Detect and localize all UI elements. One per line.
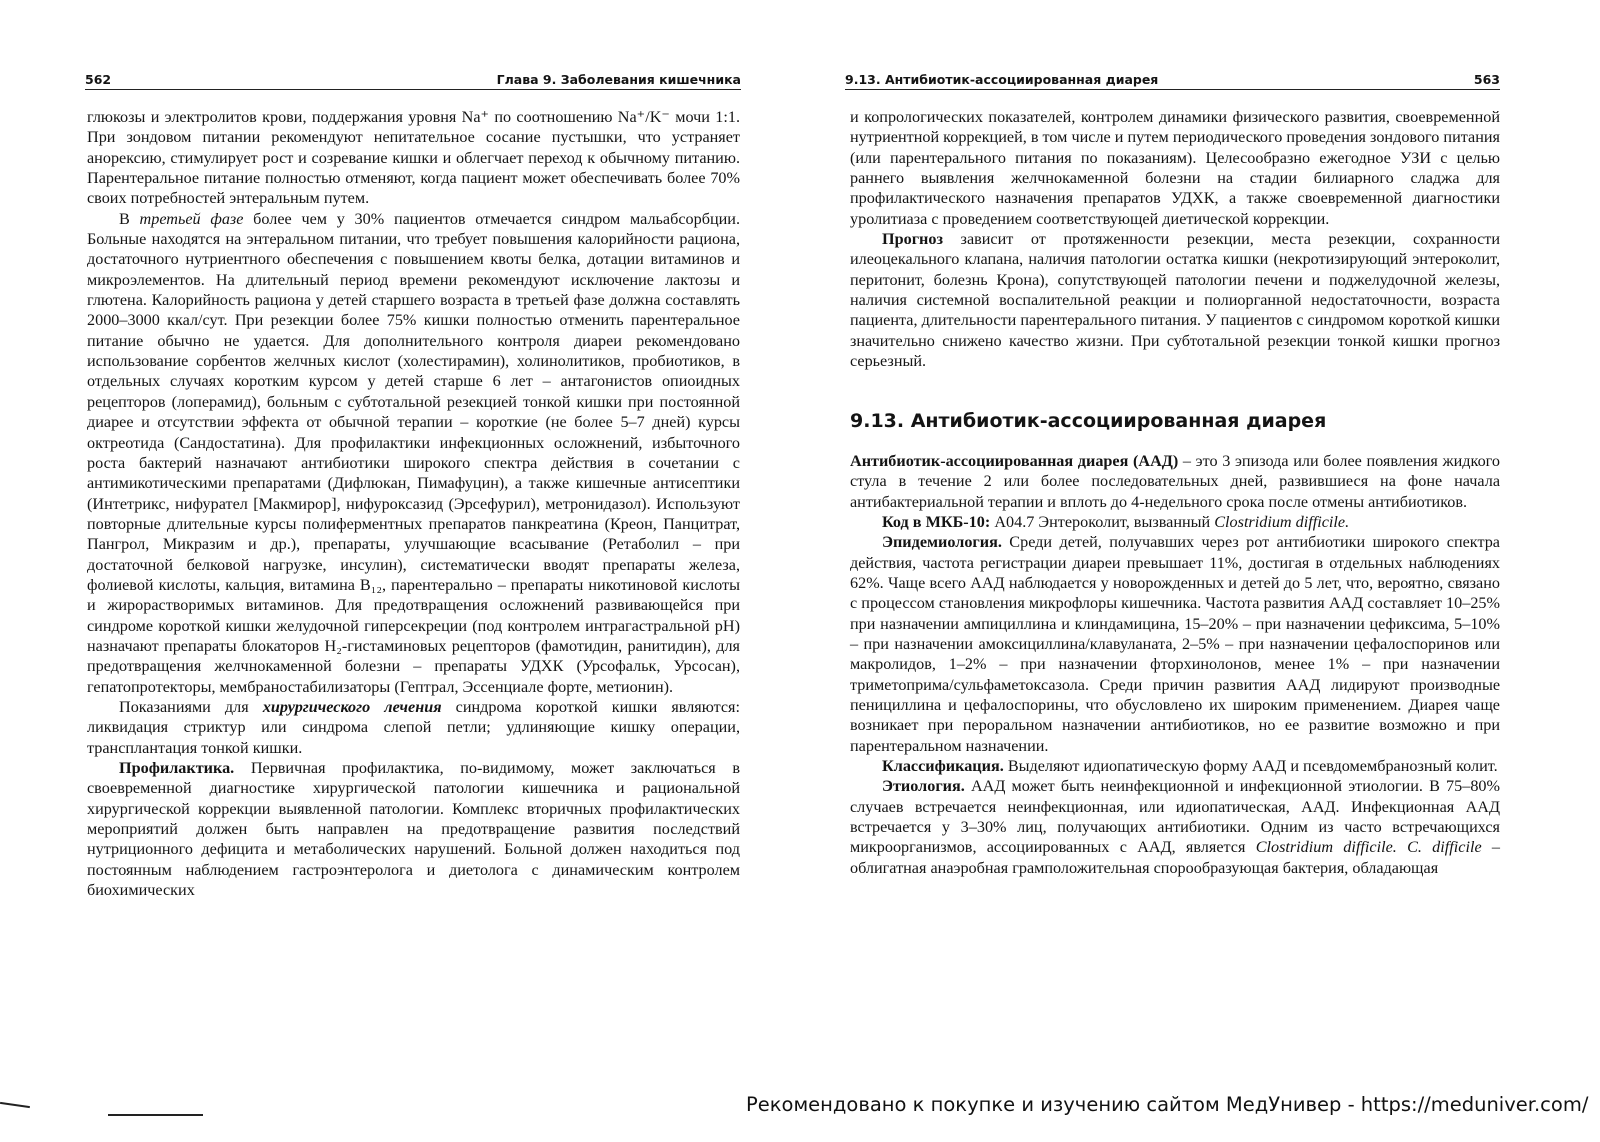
left-running-head: Глава 9. Заболевания кишечника [496, 72, 741, 87]
left-page-number: 562 [85, 72, 112, 87]
right-page-number: 563 [1473, 72, 1500, 87]
right-paragraph-etiology: Этиология. ААД может быть неинфекционной и инфекционной этиологии. В 75–80% случаев встречается неинфекционная, или идиопатическая, ААД. Инфекционная ААД встречается у 3–30% лиц, получающих антибиотики. Одним из часто встречающихся микроорганизмов, ассоциированных с ААД, является Clostridium difficile. C. difficile – облигатная анаэробная грамположительная спорообразующая бактерия, обладающая [850, 777, 1500, 877]
right-running-header [845, 72, 1500, 90]
left-paragraph-2: В третьей фазе более чем у 30% пациентов отмечается синдром мальабсорбции. Больные находятся на энтеральном питании, что требует повышения калорийности рациона, достаточного нутриентного обеспечения с повышением квоты белка, дотации витаминов и микроэлементов. На длительный период времени рекомендуют исключение лактозы и глютена. Калорийность рациона у детей старшего возраста в третьей фазе должна составлять 2000–3000 ккал/сут. При резекции более 75% кишки полностью отменить парентеральное питание обычно не удается. Для дополнительного контроля диареи рекомендовано использование сорбентов желчных кислот (холестирамин), холинолитиков, пробиотиков, в отдельных случаях коротким курсом у детей старше 6 лет – антагонистов опиоидных рецепторов (лоперамид), больным с субтотальной резекцией тонкой кишки при постоянной диарее и отсутствии эффекта от обычной терапии – короткие (не более 5–7 дней) курсы октреотида (Сандостатина). Для профилактики инфекционных осложнений, избыточного роста бактерий назначают антибиотики широкого спектра действия в сочетании с антимикотическими препаратами (Дифлюкан, Пимафуцин), а также кишечные антисептики (Интетрикс, нифурател [Макмирор], нифуроксазид (Эрсефурил), метронидазол). Используют повторные длительные курсы полиферментных препаратов панкреатина (Креон, Панцитрат, Пангрол, Микразим и др.), препараты, улучшающие всасывание (Ретаболил – при достаточной белковой нагрузке, инсулин), систематически вводят препараты железа, фолиевой кислоты, кальция, витамина B₁₂, парентерально – препараты никотиновой кислоты и жирорастворимых витаминов. Для предотвращения осложнений развивающейся при синдроме короткой кишки желудочной гиперсекреции (под контролем интрагастральной pH) назначают препараты блокаторов H₂-гистаминовых рецепторов (фамотидин, ранитидин), для предотвращения желчнокаменной болезни – препараты УДХК (Урсофальк, Урсосан), гепатопротекторы, мембраностабилизаторы (Гептрал, Эссенциале форте, метионин). [87, 209, 740, 696]
left-running-header [85, 72, 741, 90]
right-paragraph-epidemiology: Эпидемиология. Среди детей, получавших через рот антибиотики широкого спектра действия, частота регистрации диареи превышает 11%, достигая в отдельных наблюдениях 62%. Чаще всего ААД наблюдается у новорожденных и детей до 5 лет, что, вероятно, связано с процессом становления микрофлоры кишечника. Частота развития ААД составляет 10–25% при назначении ампициллина и клиндамицина, 15–20% – при назначении цефиксима, 5–10% – при назначении амоксициллина/клавуланата, 2–5% – при назначении цефалоспоринов или макролидов, 1–2% – при назначении фторхинолонов, менее 1% – при назначении триметоприма/сульфаметоксазола. Среди причин развития ААД лидируют производные пенициллина и цефалоспорины, что обусловлено их широким применением. Диарея чаще возникает при пероральном назначении антибиотиков, но ее развитие возможно и при парентеральном назначении. [850, 533, 1500, 755]
watermark-footer: Рекомендовано к покупке и изучению сайтом МедУнивер - https://meduniver.com/ [746, 1093, 1589, 1116]
right-running-head: 9.13. Антибиотик-ассоциированная диарея [845, 72, 1159, 87]
right-paragraph-prognosis: Прогноз зависит от протяженности резекции, места резекции, сохранности илеоцекального клапана, наличия патологии остатка кишки (некротизирующий энтероколит, перитонит, болезнь Крона), сопутствующей патологии печени и поджелудочной железы, наличия системной воспалительной реакции и полиорганной недостаточности, возраста пациента, длительности парентерального питания. У пациентов с синдромом короткой кишки значительно снижено качество жизни. При субтотальной резекции тонкой кишки прогноз серьезный. [850, 230, 1501, 371]
right-text-column [850, 107, 1500, 878]
left-paragraph-4: Профилактика. Первичная профилактика, по-видимому, может заключаться в своевременной диагностике хирургической патологии кишечника и рациональной хирургической коррекции выявленной патологии. Комплекс вторичных профилактических мероприятий должен быть направлен на предотвращение развития последствий нутриционного дефицита и метаболических нарушений. Больной должен находиться под постоянным наблюдением гастроэнтеролога и диетолога с динамическим контролем биохимических [87, 759, 740, 900]
section-title: 9.13. Антибиотик-ассоциированная диарея [850, 410, 1327, 433]
right-paragraph-icd: Код в МКБ-10: A04.7 Энтероколит, вызванный Clostridium difficile. [882, 512, 1350, 531]
right-page [800, 0, 1600, 1142]
left-paragraph-1: глюкозы и электролитов крови, поддержания уровня Na⁺ по соотношению Na⁺/K⁻ мочи 1:1. При зондовом питании рекомендуют непитательное сосание пустышки, что устраняет анорексию, стимулирует рост и созревание кишки и облегчает переход к обычному питанию. Парентеральное питание полностью отменяют, когда пациент может обеспечивать более 70% своих потребностей энтеральным путем. [87, 108, 740, 208]
right-paragraph-classification: Классификация. Выделяют идиопатическую форму ААД и псевдомембранозный колит. [882, 756, 1498, 775]
left-paragraph-3: Показаниями для хирургического лечения синдрома короткой кишки являются: ликвидация стриктур или синдрома слепой петли; удлиняющие кишку операции, трансплантация тонкой кишки. [87, 697, 740, 757]
scan-artifact-line [108, 1114, 203, 1116]
right-paragraph-1: и копрологических показателей, контролем динамики физического развития, своевременной нутриентной коррекцией, в том числе и путем периодического проведения зондового питания (или парентерального питания по показаниям). Целесообразно ежегодное УЗИ с целью раннего выявления желчнокаменной болезни на стадии билиарного сладжа для профилактического назначения препаратов УДХК, а также своевременной диагностики уролитиаза с проведением соответствующей диетической коррекции. [850, 108, 1500, 228]
right-paragraph-definition: Антибиотик-ассоциированная диарея (ААД) – это 3 эпизода или более появления жидкого стула в течение 2 или более последовательных дней, развившиеся на фоне начала антибактериальной терапии и вплоть до 4-недельного срока после отмены антибиотиков. [850, 451, 1500, 511]
left-text-column [87, 107, 740, 900]
